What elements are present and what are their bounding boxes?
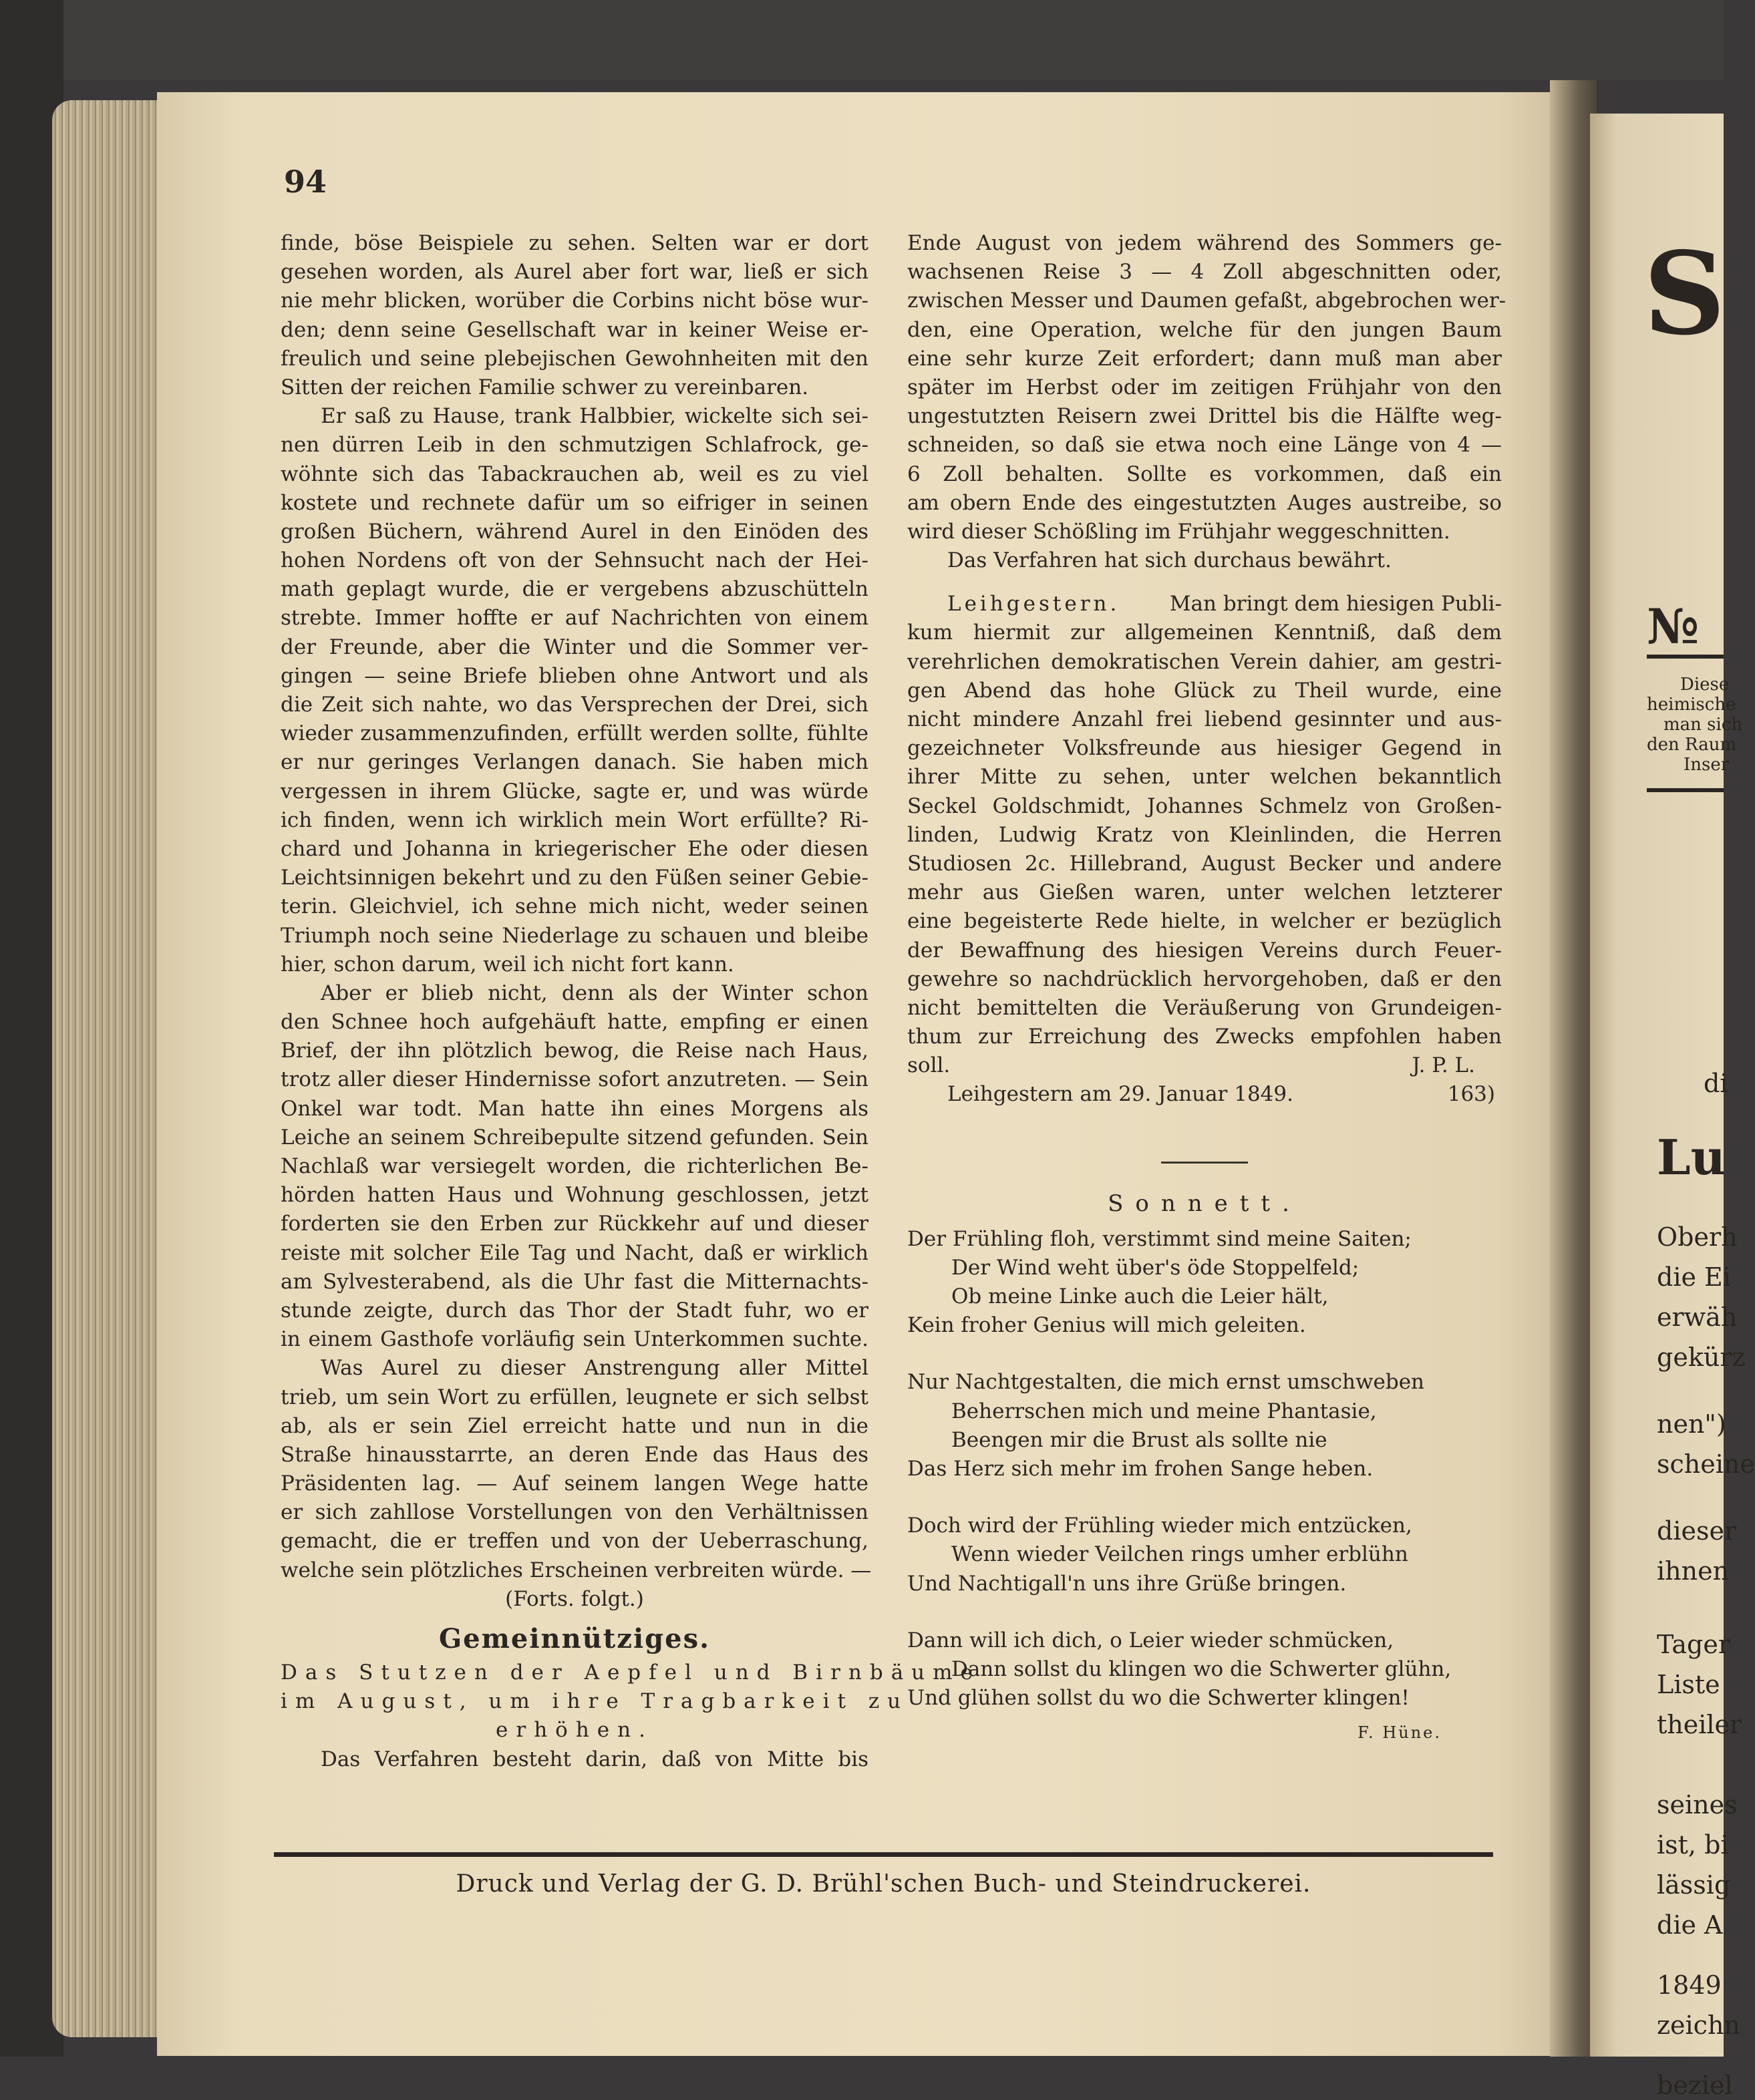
fragment: ist, bi <box>1657 1830 1729 1860</box>
header-fragment: Diese <box>1680 675 1730 695</box>
notice-end-line <box>907 1051 1502 1080</box>
stanza <box>907 1626 1502 1713</box>
fragment: erwäh <box>1657 1302 1738 1332</box>
text-line: Er saß zu Hause, trank Halbbier, wickelte sich sei- <box>321 404 868 429</box>
text-line: gewehre so nachdrücklich hervorgehoben, daß er den <box>907 967 1502 991</box>
text-line: gingen — seine Briefe blieben ohne Antwort und als <box>281 663 868 688</box>
text-line: wachsenen Reise 3 — 4 Zoll abgeschnitten oder, <box>907 260 1502 285</box>
verse-line: Kein froher Genius will mich geleiten. <box>907 1313 1306 1338</box>
text-line: Nachlaß war versiegelt worden, die richterlichen Be- <box>281 1154 868 1178</box>
fragment: ihnen <box>1657 1556 1730 1586</box>
fragment: di <box>1704 1069 1728 1098</box>
number-sign: № <box>1647 598 1700 655</box>
text-line: mehr aus Gießen waren, unter welchen letzterer <box>907 880 1502 905</box>
continuation-note: (Forts. folgt.) <box>505 1586 644 1611</box>
fragment: beziel <box>1657 2071 1733 2100</box>
text-line: Man bringt dem hiesigen Publi- <box>1169 592 1502 617</box>
notice-date-line <box>907 1080 1502 1109</box>
text-line: den Schnee hoch aufgehäuft hatte, empfing er einen <box>281 1010 868 1035</box>
text-line: gesehen worden, als Aurel aber fort war, ließ er sich <box>281 260 868 285</box>
text-line: kum hiermit zur allgemeinen Kenntniß, daß dem <box>907 621 1502 645</box>
text-line: in einem Gasthofe vorläufig sein Unterkommen suchte. <box>281 1327 868 1352</box>
verse-line: Doch wird der Frühling wieder mich entzücken, <box>907 1514 1412 1538</box>
text-line: am obern Ende des eingestutzten Auges austreibe, so <box>907 490 1502 515</box>
text-line: Was Aurel zu dieser Anstrengung aller Mittel <box>321 1356 868 1381</box>
text-line: ungestutzten Reisern zwei Drittel bis die Hälfte weg- <box>907 404 1502 429</box>
text-line: Präsidenten lag. — Auf seinem langen Wege hatte <box>281 1471 868 1496</box>
text-line: Ende August von jedem während des Sommers ge- <box>907 231 1502 255</box>
text-line: finde, böse Beispiele zu sehen. Selten war er dort <box>281 231 868 255</box>
text-line: trotz aller dieser Hindernisse sofort anzutreten. — Sein <box>281 1067 868 1092</box>
header-fragment: den Raum <box>1647 735 1737 755</box>
book-page-edges <box>52 100 172 2037</box>
fragment: die Ei <box>1657 1262 1731 1292</box>
verse-line: Wenn wieder Veilchen rings umher erblühn <box>951 1542 1408 1567</box>
verse-line: Und Nachtigall'n uns ihre Grüße bringen. <box>907 1571 1347 1596</box>
text-line: den; denn seine Gesellschaft war in keiner Weise er- <box>281 317 868 342</box>
text-line: math geplagt wurde, die er vergebens abzuschütteln <box>281 577 868 602</box>
notice <box>907 590 1502 1109</box>
text-line: Seckel Goldschmidt, Johannes Schmelz von Großen- <box>907 794 1502 818</box>
text-line: vergessen in ihrem Glücke, sagte er, und was würde <box>281 779 868 804</box>
text-line: hier, schon darum, weil ich nicht fort kann. <box>281 952 734 977</box>
text-line: hörden hatten Haus und Wohnung geschlossen, jetzt <box>281 1183 868 1208</box>
verse-line: Nur Nachtgestalten, die mich ernst umschweben <box>907 1370 1425 1395</box>
verse-line: Das Herz sich mehr im frohen Sange heben. <box>907 1456 1374 1481</box>
text-line: Aber er blieb nicht, denn als der Winter schon <box>321 981 868 1005</box>
notice-first-line <box>907 590 1502 619</box>
text-line: er sich zahllose Vorstellungen von den Verhältnissen <box>281 1500 868 1525</box>
story-continuation <box>281 229 872 1614</box>
fragment: Liste <box>1657 1670 1720 1699</box>
header-fragment: man sich <box>1663 715 1743 735</box>
text-line: schneiden, so daß sie etwa noch eine Länge von 4 — <box>907 433 1502 458</box>
text-line: der Bewaffnung des hiesigen Vereins durch Feuer- <box>907 938 1502 962</box>
verse-line: Ob meine Linke auch die Leier hält, <box>951 1284 1329 1308</box>
verse-line: Dann will ich dich, o Leier wieder schmücken, <box>907 1628 1394 1652</box>
text-line: Onkel war todt. Man hatte ihn eines Morgens als <box>281 1096 868 1121</box>
text-line: welche sein plötzliches Erscheinen verbreiten würde. — <box>281 1558 872 1582</box>
text-line: wieder zusammenzufinden, erfüllt werden sollte, fühlte <box>281 721 868 746</box>
fragment: 1849 <box>1657 1970 1722 2000</box>
fragment: seines <box>1657 1790 1738 1819</box>
text-line: nicht mindere Anzahl frei liebend gesinnter und aus- <box>907 707 1502 731</box>
text-line: hohen Nordens oft von der Sehnsucht nach der Hei- <box>281 548 868 573</box>
right-column <box>907 229 1506 1743</box>
imprint: Druck und Verlag der G. D. Brühl'schen Buch- und Steindruckerei. <box>456 1870 1311 1898</box>
verse-line: Und glühen sollst du wo die Schwerter klingen! <box>907 1686 1410 1711</box>
text-line: Straße hinausstarrte, an deren Ende das Haus des <box>281 1442 868 1467</box>
text-line: thum zur Erreichung des Zwecks empfohlen haben <box>907 1025 1502 1049</box>
text-line: Leiche an seinem Schreibepulte sitzend gefunden. Sein <box>281 1125 868 1150</box>
text-line: Triumph noch seine Niederlage zu schauen und bleibe <box>281 923 868 948</box>
text-line: stunde zeigte, durch das Thor der Stadt fuhr, wo er <box>281 1298 868 1323</box>
text-line: Studiosen 2c. Hillebrand, August Becker und andere <box>907 851 1502 876</box>
stanza <box>907 1512 1502 1598</box>
text-line: reiste mit solcher Eile Tag und Nacht, daß er wirklich <box>281 1240 868 1265</box>
text-line: gemacht, die er treffen und von der Ueberraschung, <box>281 1529 868 1554</box>
fragment: die A <box>1657 1910 1723 1940</box>
text-line: gen Abend das hohe Glück zu Theil wurde, eine <box>907 678 1502 703</box>
fragment: gekürz <box>1657 1343 1746 1372</box>
fragment: zeichn <box>1657 2010 1740 2040</box>
text-line: eine begeisterte Rede hielte, in welcher er bezüglich <box>907 909 1502 934</box>
text-line: forderten sie den Erben zur Rückkehr auf und dieser <box>281 1212 868 1236</box>
fragment: lässig <box>1657 1870 1731 1900</box>
article-text-line: Das Verfahren besteht darin, daß von Mitte bis <box>321 1747 868 1771</box>
separator-rule <box>1161 1162 1248 1164</box>
text-line: großen Büchern, während Aurel in den Einöden des <box>281 519 868 544</box>
article-title-line: im August, um ihre Tragbarkeit zu <box>281 1689 909 1714</box>
verse-line: Beherrschen mich und meine Phantasie, <box>951 1399 1377 1423</box>
text-line: später im Herbst oder im zeitigen Frühjahr von den <box>907 375 1502 399</box>
fragment: scheine <box>1657 1449 1755 1479</box>
text-line: nie mehr blicken, worüber die Corbins nicht böse wur- <box>281 289 868 313</box>
notice-initials: J. P. L. <box>1412 1053 1475 1078</box>
text-line: freulich und seine plebejischen Gewohnheiten mit den <box>281 346 868 371</box>
sonnet <box>907 1225 1502 1743</box>
fragment: Lu <box>1657 1129 1726 1186</box>
text-line: am Sylvesterabend, als die Uhr fast die Mitternachts- <box>281 1269 868 1294</box>
text-line: ich finden, wenn ich wirklich mein Wort erfüllte? Ri- <box>281 808 868 832</box>
article-title-line: erhöhen. <box>496 1718 653 1743</box>
notice-date: Leihgestern am 29. Januar 1849. <box>947 1082 1293 1107</box>
text-line: chard und Johanna in kriegerischer Ehe oder diesen <box>281 836 868 861</box>
text-line: den, eine Operation, welche für den jungen Baum <box>907 317 1502 342</box>
verse-line: Beengen mir die Brust als sollte nie <box>951 1427 1327 1452</box>
page-number: 94 <box>284 164 327 200</box>
text-line: verehrlichen demokratischen Verein dahier, am gestri- <box>907 649 1502 674</box>
text-line: Leichtsinnigen bekehrt und zu den Füßen seiner Gebie- <box>281 866 868 890</box>
text-line: nen dürren Leib in den schmutzigen Schlafrock, ge- <box>281 433 868 458</box>
notice-place: Leihgestern. <box>947 592 1120 617</box>
text-line: 6 Zoll behalten. Sollte es vorkommen, daß ein <box>907 462 1502 486</box>
header-fragment: Inser <box>1684 755 1730 775</box>
text-line: strebte. Immer hoffte er auf Nachrichten von einem <box>281 606 868 631</box>
text-line: nicht bemittelten die Veräußerung von Grundeigen- <box>907 995 1502 1020</box>
text-line: Das Verfahren hat sich durchaus bewährt. <box>947 548 1392 573</box>
header-fragment: heimische <box>1647 695 1736 715</box>
text-line: zwischen Messer und Daumen gefaßt, abgebrochen wer- <box>907 289 1506 313</box>
article-title-line: Das Stutzen der Aepfel und Birnbäume <box>281 1660 981 1685</box>
text-line: gezeichneter Volksfreunde aus hiesiger Gegend in <box>907 736 1502 761</box>
facing-page-fragment <box>1590 114 1755 2100</box>
big-letter: S <box>1643 227 1726 361</box>
text-line: Sitten der reichen Familie schwer zu vereinbaren. <box>281 375 809 399</box>
text-line: Brief, der ihn plötzlich bewog, die Reise nach Haus, <box>281 1039 868 1063</box>
verse-line: Dann sollst du klingen wo die Schwerter glühn, <box>951 1656 1452 1681</box>
verse-line: Der Frühling floh, verstimmt sind meine Saiten; <box>907 1226 1412 1251</box>
fragment: dieser <box>1657 1516 1737 1546</box>
text-line: eine sehr kurze Zeit erfordert; dann muß man aber <box>907 346 1502 371</box>
text-line: wird dieser Schößling im Frühjahr weggeschnitten. <box>907 519 1450 544</box>
text-line: linden, Ludwig Kratz von Kleinlinden, die Herren <box>907 822 1502 847</box>
text-line: die Zeit sich nahte, wo das Versprechen der Drei, sich <box>281 693 868 717</box>
text-line: trieb, um sein Wort zu erfüllen, leugnete er sich selbst <box>281 1385 868 1409</box>
header-rule <box>1647 788 1724 792</box>
poem-title: Sonnett. <box>1108 1190 1301 1217</box>
text-line: ab, als er sein Ziel erreicht hatte und nun in die <box>281 1413 868 1438</box>
text-line: er nur geringes Verlangen danach. Sie haben mich <box>281 750 868 775</box>
verse-line: Der Wind weht über's öde Stoppelfeld; <box>951 1255 1360 1280</box>
text-line: ihrer Mitte zu sehen, unter welchen bekanntlich <box>907 765 1502 790</box>
text-line: terin. Gleichviel, ich sehne mich nicht, weder seinen <box>281 894 868 919</box>
backdrop-top <box>0 0 1724 80</box>
left-column <box>281 229 981 1774</box>
header-rule <box>1647 655 1724 659</box>
stanza <box>907 1368 1502 1483</box>
fragment: Oberh <box>1657 1222 1738 1252</box>
stanza <box>907 1225 1502 1341</box>
fragment: Tager <box>1657 1630 1731 1659</box>
text-line: wöhnte sich das Tabackrauchen ab, weil es zu viel <box>281 462 868 486</box>
text-line: soll. <box>907 1053 951 1078</box>
notice-ref-number: 163) <box>1447 1082 1495 1107</box>
fragment: nen") <box>1657 1409 1726 1439</box>
section-heading: Gemeinnütziges. <box>438 1623 711 1654</box>
text-line: der Freunde, aber die Winter und die Sommer ver- <box>281 635 868 659</box>
footer-rule <box>274 1852 1493 1857</box>
text-line: kostete und rechnete dafür um so eifriger in seinen <box>281 490 868 515</box>
poem-author: F. Hüne. <box>1358 1723 1442 1743</box>
fragment: theiler <box>1657 1710 1742 1739</box>
article-continuation <box>907 229 1506 575</box>
